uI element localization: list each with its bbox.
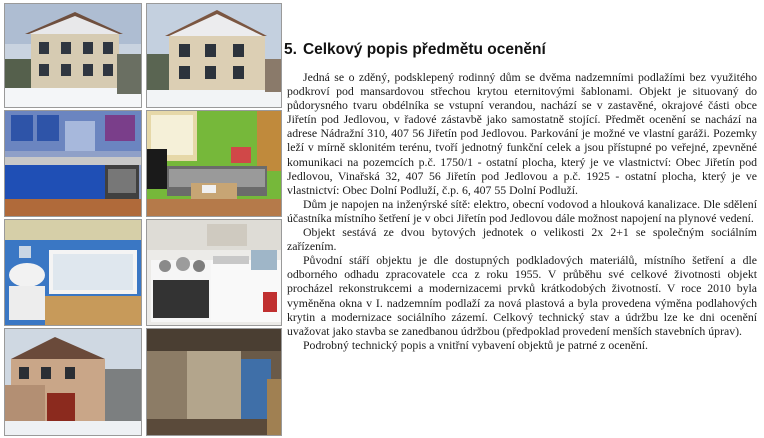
paragraph-description: Jedná se o zděný, podsklepený rodinný dům se dvěma nadzemními podlažími bez využitého podkroví pod mansardovou střechou krytou eternitovými šablonami. Objekt je situovaný do půdorysného tvaru obdélníka se vstupní verandou, nachází se v zastavěné, okrajové části obce Jiřetín pod Jedlovou, v řadové zástavbě jako samostatně stojící. Předmět ocenění se nachází na adrese Nádražní 310, 407 56 Jiřetín pod Jedlovou. Parkování je možné ve vlastní garáži. Pozemky leží v mírně sklonitém terénu, tvoří jednotný funkční celek a jsou přístupné po veřejné, zpevněné komunikaci na pozemcích p.č. 1750/1 - ostatní plocha, který je ve vlastnictví: Obec Jiřetín pod Jedlovou, Vinařská 32, 407 56 Jiřetín pod Jedlovou a p.č. 1925 - ostatní plocha, který je ve vlastnictví: Obec Dolní Podluží, č.p. 6, 407 55 Dolní Podluží. [287, 70, 757, 197]
paragraph-units: Objekt sestává ze dvou bytových jednotek o velikosti 2x 2+1 se společným sociálním zařízením. [287, 225, 757, 254]
section-heading [284, 41, 546, 59]
paragraph-utilities: Dům je napojen na inženýrské sítě: elektro, obecní vodovod a hlouková kanalizace. Dle sdělení účastníka místního šetření je v obci Jiřetín pod Jedlovou dále možnost napojení na plynové vedení. [287, 196, 757, 225]
paragraph-age-condition: Původní stáří objektu je dle dostupných podkladových materiálů, místního šetření a dle odborného odhadu zpracovatele cca z roku 1955. V průběhu své celkové životnosti objekt procházel rekonstrukcemi a modernizacemi prvků krátkodobých životností. V roce 2010 byla vyměněna okna v I. nadzemním podlaží za nová plastová a byla provedena výměna podlahových krytin a modernizace sociálního zázemí. Celkový technický stav a údržbu lze ke dni ocenění uvažovat jako stavba se zanedbanou údržbou (předpoklad provedení menších stavebních úprav). [287, 253, 757, 338]
photo-cellar [146, 328, 282, 436]
photo-kitchen [4, 110, 142, 217]
paragraph-reference: Podrobný technický popis a vnitřní vybavení objektů je patrné z ocenění. [303, 337, 648, 352]
photo-house-side [146, 3, 282, 108]
section-title: Celkový popis předmětu ocenění [302, 41, 546, 58]
photo-living-room [146, 110, 282, 217]
photo-bathroom [4, 219, 142, 326]
photo-kitchen-stove [146, 219, 282, 326]
photo-house-rear [4, 328, 142, 436]
photo-house-front [4, 3, 142, 108]
section-body [287, 70, 757, 352]
section-number: 5. [284, 41, 297, 58]
